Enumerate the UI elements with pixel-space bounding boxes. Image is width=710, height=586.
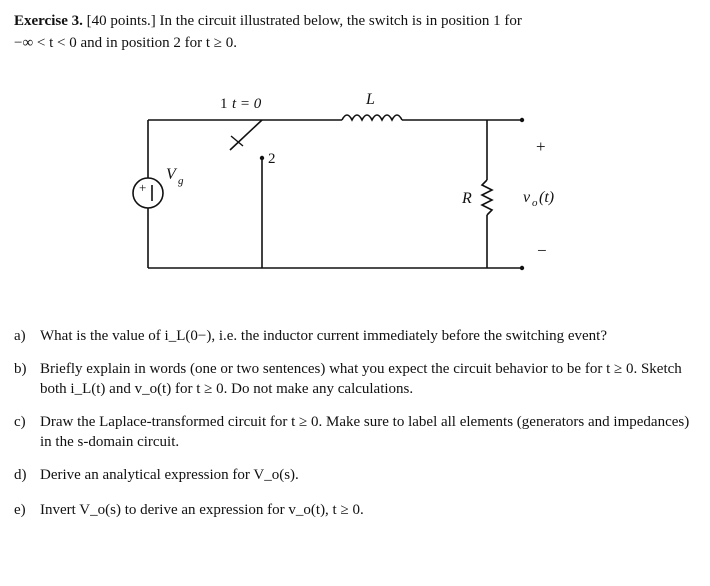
question-label: d) [14,467,27,483]
question-text: Briefly explain in words (one or two sentences) what you expect the circuit behavior to be for t ≥ 0. Sketch both i_L(t) and v_o(t) for t ≥ 0. Do not make any calculations. [40,361,682,397]
question-text: Draw the Laplace-transformed circuit for t ≥ 0. Make sure to label all elements (generators and impedances) in the s-domain circuit. [40,414,690,450]
output-minus-sign: − [537,241,547,260]
question-label: a) [14,328,26,344]
intro-text-1: In the circuit illustrated below, the switch is in position 1 for [159,13,522,29]
switch-time-label: t = 0 [232,96,262,112]
output-plus-sign: + [536,137,546,156]
question-text: Derive an analytical expression for V_o(s). [40,467,299,483]
question-item [14,412,694,452]
output-voltage-label: v [523,189,531,206]
question-label: b) [14,361,27,377]
voltage-source-icon [133,178,163,208]
question-text: What is the value of i_L(0−), i.e. the inductor current immediately before the switching event? [40,328,608,344]
question-item [14,465,694,485]
question-item [14,326,694,346]
source-label: V [166,166,176,183]
exercise-label: Exercise 3. [14,13,83,29]
resistor-label: R [462,190,472,207]
source-subscript: g [178,175,184,187]
question-list [14,326,694,533]
question-text: Invert V_o(s) to derive an expression for v_o(t), t ≥ 0. [40,502,364,518]
question-item [14,359,694,399]
output-voltage-argument: (t) [539,189,555,206]
points-label: [40 points.] [86,13,156,29]
intro-text-2: −∞ < t < 0 and in position 2 for t ≥ 0. [14,35,238,51]
question-item [14,500,694,520]
inductor-label: L [366,91,375,108]
question-label: e) [14,502,26,518]
question-label: c) [14,414,26,430]
switch-position-2-label: 2 [268,151,276,167]
output-voltage-subscript: o [532,197,538,209]
source-plus-sign: + [139,180,147,195]
switch-position-1-label: 1 [220,96,228,112]
